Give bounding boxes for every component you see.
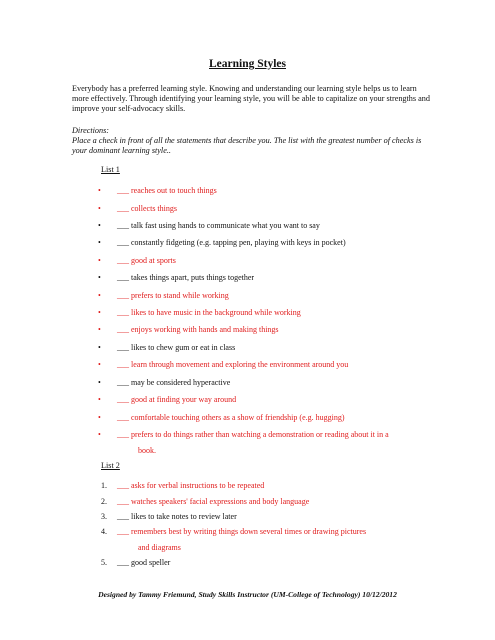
bullet-icon: • bbox=[98, 413, 101, 422]
bullet-icon: • bbox=[98, 186, 101, 195]
list1-item-text: ___ comfortable touching others as a show of friendship (e.g. hugging) bbox=[117, 413, 345, 422]
bullet-icon: • bbox=[98, 204, 101, 213]
list2-item-number: 3. bbox=[101, 512, 107, 521]
list2-item-text: ___ remembers best by writing things down several times or drawing pictures bbox=[117, 527, 367, 536]
list2-item-text: ___ good speller bbox=[117, 558, 171, 567]
bullet-icon: • bbox=[98, 395, 101, 404]
list1-item-text: ___ may be considered hyperactive bbox=[117, 378, 231, 387]
list1-item-text: ___ enjoys working with hands and making things bbox=[117, 325, 279, 334]
list1-item-text: ___ collects things bbox=[117, 204, 177, 213]
directions-heading: Directions: bbox=[72, 126, 109, 135]
bullet-icon: • bbox=[98, 308, 101, 317]
bullet-icon: • bbox=[98, 291, 101, 300]
list1-item-text: ___ prefers to do things rather than watching a demonstration or reading about it in a bbox=[117, 430, 389, 439]
list1-item-text: ___ likes to chew gum or eat in class bbox=[117, 343, 236, 352]
list2-item-number: 1. bbox=[101, 481, 107, 490]
list1-item-text: ___ constantly fidgeting (e.g. tapping pen, playing with keys in pocket) bbox=[117, 238, 346, 247]
list1-item-text: ___ likes to have music in the background while working bbox=[117, 308, 301, 317]
bullet-icon: • bbox=[98, 325, 101, 334]
list2-heading: List 2 bbox=[101, 461, 120, 470]
bullet-icon: • bbox=[98, 256, 101, 265]
list2-item-text: ___ likes to take notes to review later bbox=[117, 512, 237, 521]
list2-item-text: ___ asks for verbal instructions to be repeated bbox=[117, 481, 265, 490]
list1-item-text: ___ learn through movement and exploring the environment around you bbox=[117, 360, 349, 369]
footer-credit: Designed by Tammy Friemund, Study Skills Instructor (UM-College of Technology) 10/12/2012 bbox=[98, 590, 397, 599]
list1-item-continuation: book. bbox=[138, 446, 156, 455]
list2-item-number: 2. bbox=[101, 497, 107, 506]
bullet-icon: • bbox=[98, 273, 101, 282]
directions-body: Place a check in front of all the statements that describe you. The list with the greatest number of checks is your dominant learning style.. bbox=[72, 136, 422, 155]
list2-item-number: 5. bbox=[101, 558, 107, 567]
bullet-icon: • bbox=[98, 378, 101, 387]
list1-item-text: ___ reaches out to touch things bbox=[117, 186, 217, 195]
list1-item-text: ___ good at finding your way around bbox=[117, 395, 237, 404]
list1-item-text: ___ talk fast using hands to communicate what you want to say bbox=[117, 221, 320, 230]
list1-item-text: ___ takes things apart, puts things together bbox=[117, 273, 255, 282]
bullet-icon: • bbox=[98, 343, 101, 352]
list2-item-number: 4. bbox=[101, 527, 107, 536]
list1-item-text: ___ good at sports bbox=[117, 256, 176, 265]
list2-item-text: ___ watches speakers' facial expressions and body language bbox=[117, 497, 310, 506]
bullet-icon: • bbox=[98, 360, 101, 369]
list2-item-continuation: and diagrams bbox=[138, 543, 181, 552]
bullet-icon: • bbox=[98, 221, 101, 230]
bullet-icon: • bbox=[98, 430, 101, 439]
bullet-icon: • bbox=[98, 238, 101, 247]
page-title: Learning Styles bbox=[209, 58, 286, 70]
list1-item-text: ___ prefers to stand while working bbox=[117, 291, 229, 300]
list1-heading: List 1 bbox=[101, 165, 120, 174]
intro-paragraph: Everybody has a preferred learning style. Knowing and understanding our learning style helps us to learn more effectively. Through identifying your learning style, you will be able to capitalize on your strengths and improve your self-advocacy skills. bbox=[72, 84, 430, 113]
